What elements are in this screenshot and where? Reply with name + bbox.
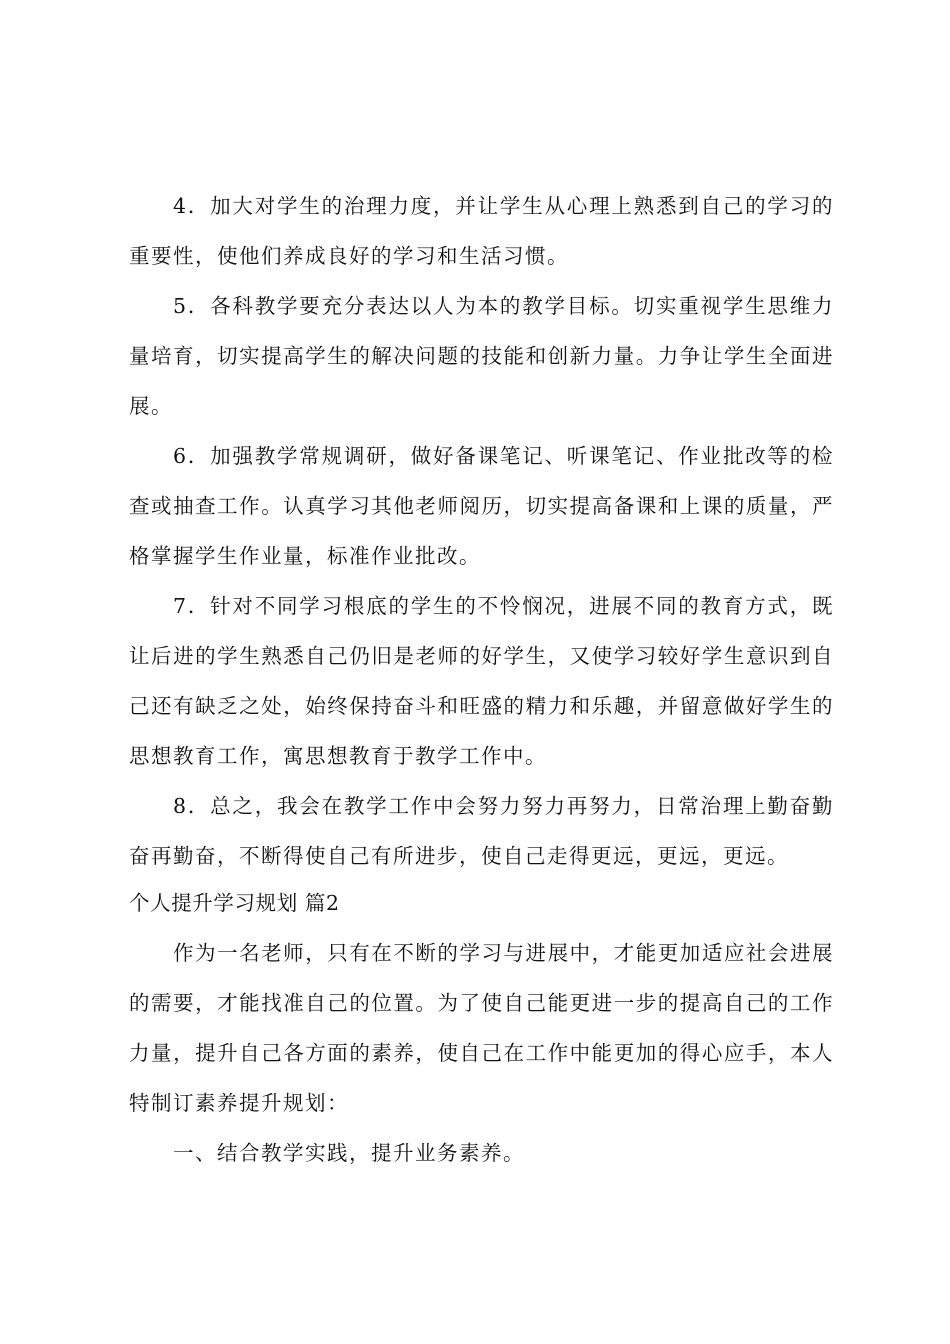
paragraph-item-5: 5．各科教学要充分表达以人为本的教学目标。切实重视学生思维力量培育，切实提高学生的解决问题的技能和创新力量。力争让学生全面进展。 (129, 294, 834, 418)
paragraph-item-8: 8．总之，我会在教学工作中会努力努力再努力，日常治理上勤奋勤奋再勤奋，不断得使自己有所进步，使自己走得更远，更远，更远。 (129, 794, 834, 868)
section-subheading: 一、结合教学实践，提升业务素养。 (173, 1141, 525, 1165)
section-intro-paragraph: 作为一名老师，只有在不断的学习与进展中，才能更加适应社会进展的需要，才能找准自己的位置。为了使自己能更进一步的提高自己的工作力量，提升自己各方面的素养，使自己在工作中能更加的得心应手，本人特制订素养提升规划： (129, 941, 834, 1115)
paragraph-item-6: 6．加强教学常规调研，做好备课笔记、听课笔记、作业批改等的检查或抽查工作。认真学习其他老师阅历，切实提高备课和上课的质量，严格掌握学生作业量，标准作业批改。 (129, 444, 834, 568)
paragraph-item-7: 7．针对不同学习根底的学生的不怜悯况，进展不同的教育方式，既让后进的学生熟悉自己仍旧是老师的好学生，又使学习较好学生意识到自己还有缺乏之处，始终保持奋斗和旺盛的精力和乐趣，并留意做好学生的思想教育工作，寓思想教育于教学工作中。 (129, 594, 834, 768)
section-title: 个人提升学习规划 篇2 (129, 891, 340, 915)
paragraph-item-4: 4．加大对学生的治理力度，并让学生从心理上熟悉到自己的学习的重要性，使他们养成良好的学习和生活习惯。 (129, 194, 834, 268)
